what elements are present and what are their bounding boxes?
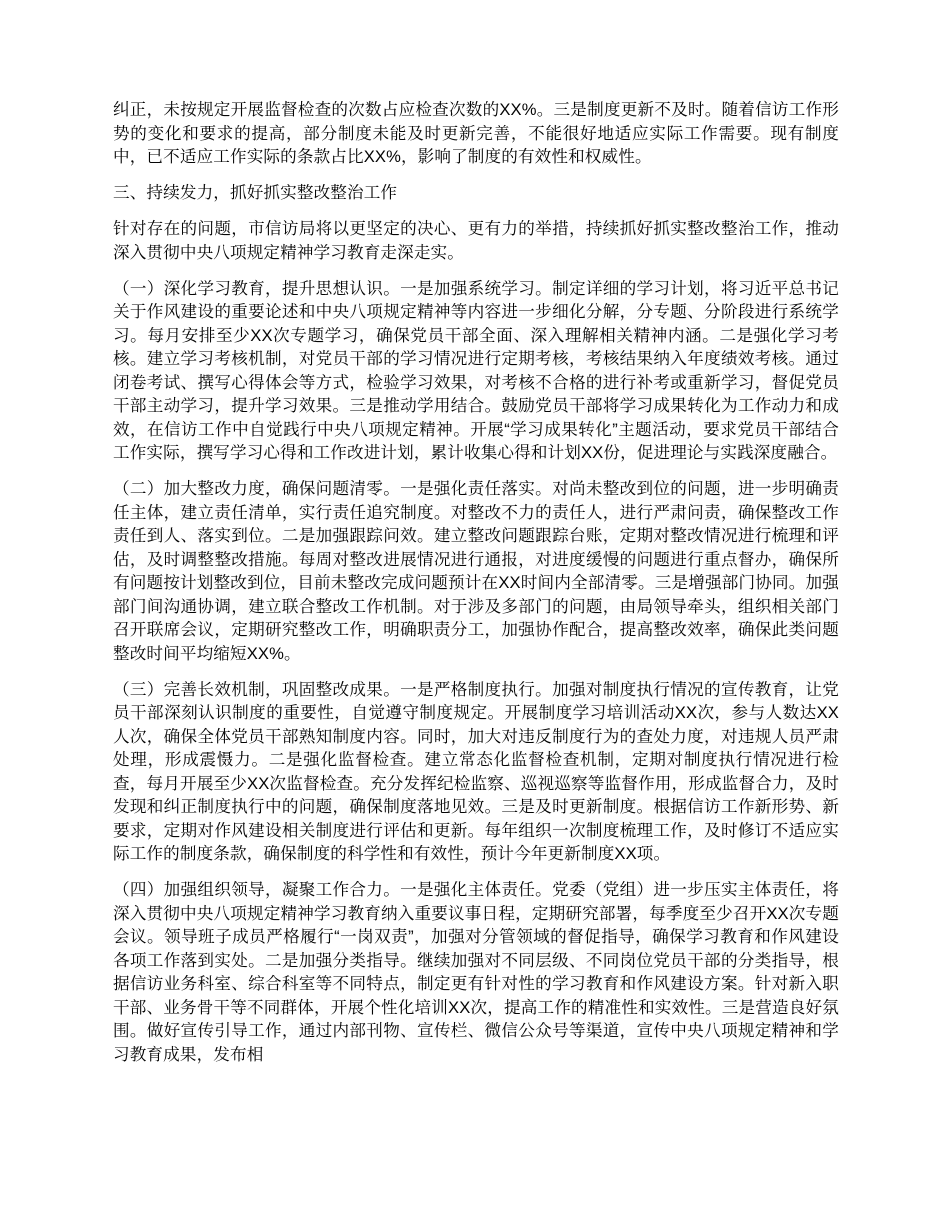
paragraph-item-two-rectification: （二）加大整改力度，确保问题清零。一是强化责任落实。对尚未整改到位的问题，进一步明确责任主体，建立责任清单，实行责任追究制度。对整改不力的责任人，进行严肃问责，确保整改工作责任到人、落实到位。二是加强跟踪问效。建立整改问题跟踪台账，定期对整改情况进行梳理和评估，及时调整整改措施。每周对整改进展情况进行通报，对进度缓慢的问题进行重点督办，确保所有问题按计划整改到位，目前未整改完成问题预计在XX时间内全部清零。三是增强部门协同。加强部门间沟通协调，建立联合整改工作机制。对于涉及多部门的问题，由局领导牵头，组织相关部门召开联席会议，定期研究整改工作，明确职责分工，加强协作配合，提高整改效率，确保此类问题整改时间平均缩短XX%。 [113,479,839,663]
paragraph-institution-update: 纠正，未按规定开展监督检查的次数占应检查次数的XX%。三是制度更新不及时。随着信访工作形势的变化和要求的提高，部分制度未能及时更新完善，不能很好地适应实际工作需要。现有制度中，已不适应工作实际的条款占比XX%，影响了制度的有效性和权威性。 [113,100,839,166]
paragraph-item-one-study-education: （一）深化学习教育，提升思想认识。一是加强系统学习。制定详细的学习计划，将习近平总书记关于作风建设的重要论述和中央八项规定精神等内容进一步细化分解，分专题、分阶段进行系统学习。每月安排至少XX次专题学习，确保党员干部全面、深入理解相关精神内涵。二是强化学习考核。建立学习考核机制，对党员干部的学习情况进行定期考核，考核结果纳入年度绩效考核。通过闭卷考试、撰写心得体会等方式，检验学习效果，对考核不合格的进行补考或重新学习，督促党员干部主动学习，提升学习效果。三是推动学用结合。鼓励党员干部将学习成果转化为工作动力和成效，在信访工作中自觉践行中央八项规定精神。开展“学习成果转化”主题活动，要求党员干部结合工作实际，撰写学习心得和工作改进计划，累计收集心得和计划XX份，促进理论与实践深度融合。 [113,278,839,462]
paragraph-item-three-long-term-mechanism: （三）完善长效机制，巩固整改成果。一是严格制度执行。加强对制度执行情况的宣传教育，让党员干部深刻认识制度的重要性，自觉遵守制度规定。开展制度学习培训活动XX次，参与人数达XX人次，确保全体党员干部熟知制度内容。同时，加大对违反制度行为的查处力度，对违规人员严肃处理，形成震慑力。二是强化监督检查。建立常态化监督检查机制，定期对制度执行情况进行检查，每月开展至少XX次监督检查。充分发挥纪检监察、巡视巡察等监督作用，形成监督合力，及时发现和纠正制度执行中的问题，确保制度落地见效。三是及时更新制度。根据信访工作新形势、新要求，定期对作风建设相关制度进行评估和更新。每年组织一次制度梳理工作，及时修订不适应实际工作的制度条款，确保制度的科学性和有效性，预计今年更新制度XX项。 [113,679,839,863]
paragraph-section-three-intro: 针对存在的问题，市信访局将以更坚定的决心、更有力的举措，持续抓好抓实整改整治工作，推动深入贯彻中央八项规定精神学习教育走深走实。 [113,219,839,262]
document-body [113,98,839,1066]
heading-section-three: 三、持续发力，抓好抓实整改整治工作 [113,183,398,202]
paragraph-item-four-organization-leadership: （四）加强组织领导，凝聚工作合力。一是强化主体责任。党委（党组）进一步压实主体责任，将深入贯彻中央八项规定精神学习教育纳入重要议事日程，定期研究部署，每季度至少召开XX次专题会议。领导班子成员严格履行“一岗双责”，加强对分管领域的督促指导，确保学习教育和作风建设各项工作落到实处。二是加强分类指导。继续加强对不同层级、不同岗位党员干部的分类指导，根据信访业务科室、综合科室等不同特点，制定更有针对性的学习教育和作风建设方案。针对新入职干部、业务骨干等不同群体，开展个性化培训XX次，提高工作的精准性和实效性。三是营造良好氛围。做好宣传引导工作，通过内部刊物、宣传栏、微信公众号等渠道，宣传中央八项规定精神和学习教育成果，发布相 [113,880,839,1064]
